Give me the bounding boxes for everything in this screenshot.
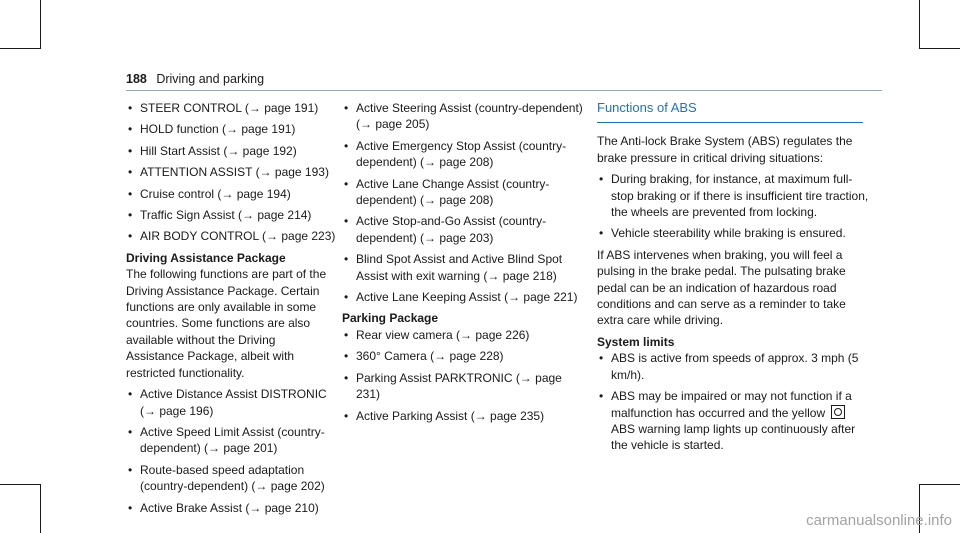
parking-package-list [342, 327, 587, 424]
system-limits-list [597, 350, 872, 453]
crop-mark [919, 48, 960, 49]
list-item: • 360° Camera (→ page 228) [342, 348, 587, 364]
watermark: carmanualsonline.info [806, 512, 952, 529]
list-item: • Active Parking Assist (→ page 235) [342, 408, 587, 424]
list-item: • Traffic Sign Assist (→ page 214) [126, 207, 336, 223]
list-item: • Active Brake Assist (→ page 210) [126, 500, 336, 516]
list-item [597, 388, 872, 454]
crop-mark [40, 0, 41, 48]
section-heading-abs: Functions of ABS [597, 100, 697, 115]
list-item: • During braking, for instance, at maximum full-stop braking or if there is insufficient tire traction, the wheels are prevented from locking. [597, 171, 872, 220]
list-item: • Cruise control (→ page 194) [126, 186, 336, 202]
section-heading-underline [597, 122, 863, 123]
crop-mark [40, 484, 41, 533]
paragraph: If ABS intervenes when braking, you will feel a pulsing in the brake pedal. The pulsating brake pedal can be an indication of hazardous road conditions and can serve as a reminder to take extra care while driving. [597, 247, 846, 328]
driving-assistance-list [126, 386, 336, 516]
crop-mark [0, 484, 41, 485]
list-item: • Active Stop-and-Go Assist (country-dependent) (→ page 203) [342, 213, 587, 246]
crop-mark [919, 484, 960, 485]
section-title: Driving and parking [156, 72, 265, 86]
paragraph: The following functions are part of the Driving Assistance Package. Certain functions are only available in some countries. Some functions are also available without the Driving Assistance Package, albeit with restricted functionality. [126, 267, 327, 380]
subheading-parking-package: Parking Package [342, 311, 439, 326]
page-header [126, 72, 264, 86]
list-item: • Blind Spot Assist and Active Blind Spot Assist with exit warning (→ page 218) [342, 251, 587, 284]
list-item: • Rear view camera (→ page 226) [342, 327, 587, 343]
list-item: • Active Lane Keeping Assist (→ page 221) [342, 289, 587, 305]
list-item: • Active Distance Assist DISTRONIC (→ page 196) [126, 386, 336, 419]
column-middle [342, 100, 587, 429]
abs-situations-list [597, 171, 872, 242]
list-item: • ATTENTION ASSIST (→ page 193) [126, 164, 336, 180]
list-item: • Parking Assist PARKTRONIC (→ page 231) [342, 370, 587, 403]
paragraph: The Anti-lock Brake System (ABS) regulates the brake pressure in critical driving situations: [597, 134, 853, 165]
driving-assistance-list-continued [342, 100, 587, 305]
list-item: • Hill Start Assist (→ page 192) [126, 143, 336, 159]
function-list [126, 100, 336, 245]
column-left [126, 100, 336, 521]
subheading-driving-assistance: Driving Assistance Package [126, 250, 286, 265]
list-item: • Route-based speed adaptation (country-dependent) (→ page 202) [126, 462, 336, 495]
header-divider [126, 90, 882, 91]
list-item: • Active Speed Limit Assist (country-dependent) (→ page 201) [126, 424, 336, 457]
list-item: • Vehicle steerability while braking is ensured. [597, 225, 872, 241]
list-item-text: ABS warning lamp lights up continuously after the vehicle is started. [611, 421, 856, 453]
page-number: 188 [126, 72, 147, 86]
list-item: • STEER CONTROL (→ page 191) [126, 100, 336, 116]
abs-warning-lamp-icon [831, 405, 845, 419]
subheading-system-limits: System limits [597, 334, 675, 349]
crop-mark [919, 0, 920, 48]
list-item: • ABS is active from speeds of approx. 3 mph (5 km/h). [597, 350, 872, 383]
column-right [597, 100, 872, 459]
list-item: • Active Emergency Stop Assist (country-dependent) (→ page 208) [342, 138, 587, 171]
list-item-text: ABS may be impaired or may not function if a malfunction has occurred and the yellow [611, 389, 852, 420]
list-item: • Active Steering Assist (country-dependent) (→ page 205) [342, 100, 587, 133]
list-item: • AIR BODY CONTROL (→ page 223) [126, 228, 336, 244]
crop-mark [0, 48, 41, 49]
list-item: • HOLD function (→ page 191) [126, 121, 336, 137]
list-item: • Active Lane Change Assist (country-dependent) (→ page 208) [342, 176, 587, 209]
